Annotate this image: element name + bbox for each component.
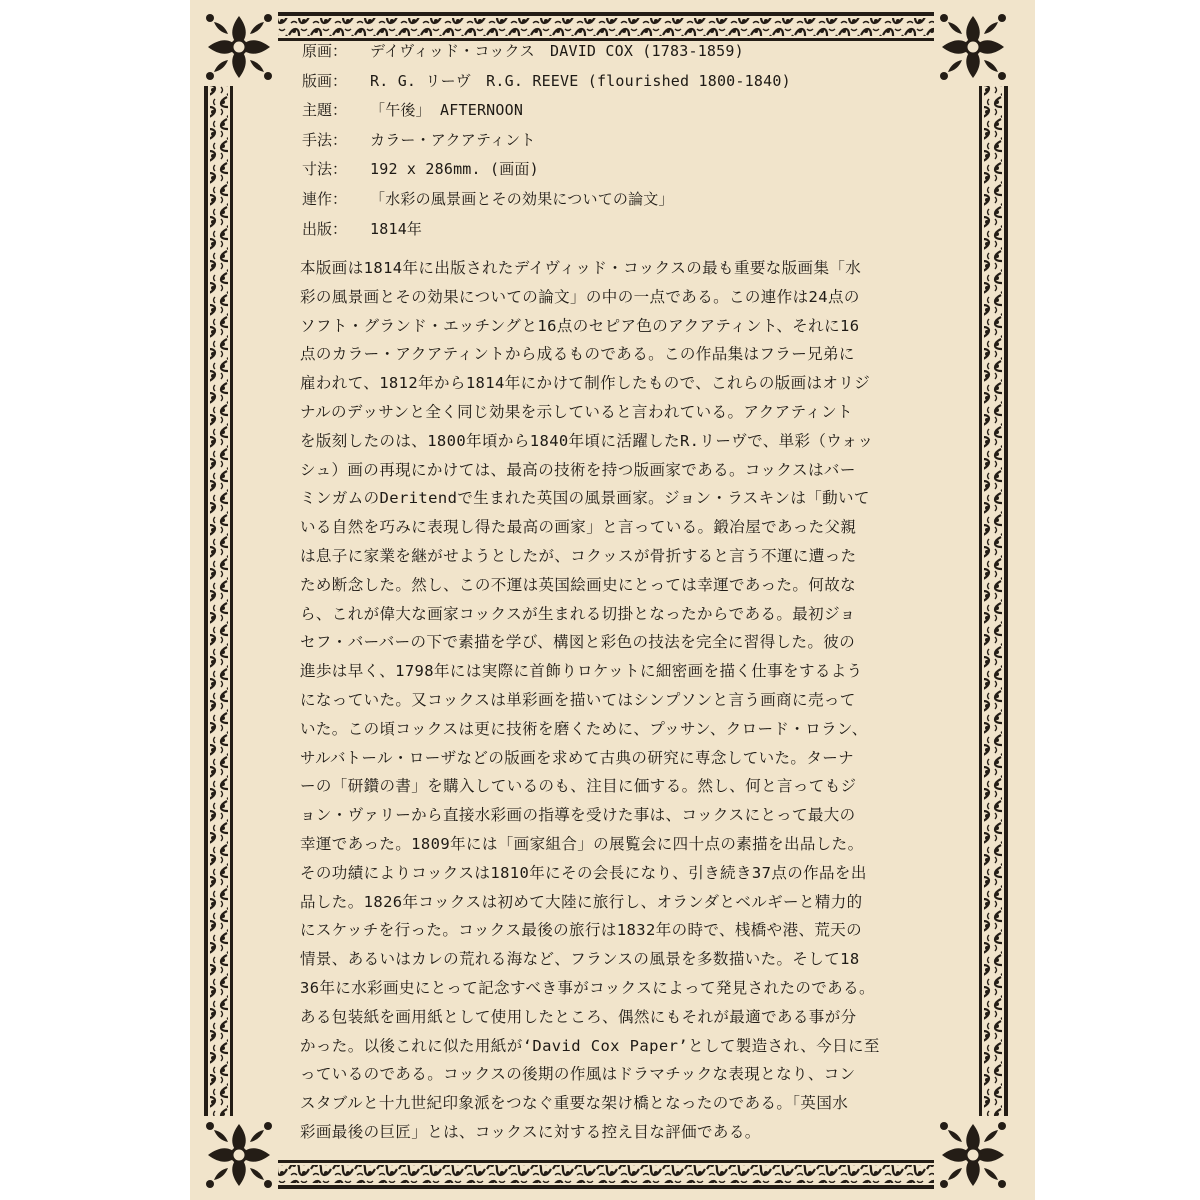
detail-value: デイヴィッド・コックス DAVID COX (1783-1859) xyxy=(370,42,744,60)
body-line: スタブルと十九世紀印象派をつなぐ重要な架け橋となったのである。「英国水 xyxy=(300,1094,849,1113)
body-line: にスケッチを行った。コックス最後の旅行は1832年の時で、桟橋や港、荒天の xyxy=(300,921,863,940)
body-line: ら、これが偉大な画家コックスが生まれる切掛となったからである。最初ジョ xyxy=(300,604,856,623)
body-line: ある包装紙を画用紙として使用したところ、偶然にもそれが最適である事が分 xyxy=(300,1007,857,1026)
body-line: っているのである。コックスの後期の作風はドラマチックな表現となり、コン xyxy=(300,1065,856,1084)
detail-value: R. G. リーヴ R.G. REEVE (flourished 1800-1840) xyxy=(370,71,791,90)
body-line: いる自然を巧みに表現し得た最高の画家」と言っている。鍛冶屋であった父親 xyxy=(300,518,857,537)
fleur-de-lis-corner-icon xyxy=(934,1116,1012,1194)
body-line: サルバトール・ローザなどの版画を求めて古典の研究に専念していた。ターナ xyxy=(300,748,855,767)
fleur-de-lis-corner-icon xyxy=(200,8,278,86)
body-line: 品した。1826年コックスは初めて大陸に旅行し、オランダとベルギーと精力的 xyxy=(300,892,863,911)
body-line: 点のカラー・アクアティントから成るものである。この作品集はフラー兄弟に xyxy=(300,345,855,364)
body-line: ため断念した。然し、この不運は英国絵画史にとっては幸運であった。何故な xyxy=(300,575,857,594)
body-line: 情景、あるいはカレの荒れる海など、フランスの風景を多数描いた。そして18 xyxy=(300,950,860,969)
detail-label: 手法： xyxy=(302,130,348,149)
detail-row-technique xyxy=(302,129,962,159)
detail-label: 連作： xyxy=(302,189,348,208)
body-line: いた。この頃コックスは更に技術を磨くために、プッサン、クロード・ロラン、 xyxy=(300,719,868,738)
body-line: ョン・ヴァリーから直接水彩画の指導を受けた事は、コックスにとって最大の xyxy=(300,806,856,825)
body-line: かった。以後これに似た用紙が‘David Cox Paper’として製造され、今日に至 xyxy=(300,1036,880,1055)
detail-value: カラー・アクアティント xyxy=(370,130,536,149)
artwork-details xyxy=(302,40,962,247)
body-line: は息子に家業を継がせようとしたが、コクッスが骨折すると言う不運に遭った xyxy=(300,546,857,565)
body-line: 36年に水彩画史にとって記念すべき事がコックスによって発見されたのである。 xyxy=(300,978,875,997)
body-line: 雇われて、1812年から1814年にかけて制作したもので、これらの版画はオリジ xyxy=(300,374,871,393)
detail-row-original xyxy=(302,40,962,70)
detail-label: 主題： xyxy=(302,101,348,120)
body-line: ナルのデッサンと全く同じ効果を示していると言われている。アクアティント xyxy=(300,402,853,421)
body-line: を版刻したのは、1800年頃から1840年頃に活躍したR.リーヴで、単彩（ウォッ xyxy=(300,431,874,450)
detail-row-published xyxy=(302,218,962,248)
detail-row-subject xyxy=(302,99,962,129)
detail-row-series xyxy=(302,188,962,218)
body-line: シュ）画の再現にかけては、最高の技術を持つ版画家である。コックスはバー xyxy=(300,460,856,479)
description-body xyxy=(300,254,942,1147)
detail-value: 1814年 xyxy=(370,219,423,238)
fleur-de-lis-corner-icon xyxy=(200,1116,278,1194)
detail-label: 原画： xyxy=(302,42,348,60)
detail-label: 寸法： xyxy=(302,160,348,179)
detail-label: 版画： xyxy=(302,71,348,90)
body-line: 彩画最後の巨匠」とは、コックスに対する控え目な評価である。 xyxy=(300,1122,761,1141)
detail-row-dimensions xyxy=(302,158,962,188)
detail-row-engraver xyxy=(302,70,962,100)
body-line: セフ・バーバーの下で素描を学び、構図と彩色の技法を完全に習得した。彼の xyxy=(300,633,856,652)
body-line: ミンガムのDeritendで生まれた英国の風景画家。ジョン・ラスキンは「動いて xyxy=(300,489,870,508)
detail-value: 192 x 286mm. (画面) xyxy=(370,160,539,179)
detail-value: 「水彩の風景画とその効果についての論文」 xyxy=(370,189,674,208)
body-line: 進歩は早く、1798年には実際に首飾りロケットに細密画を描く仕事をするよう xyxy=(300,662,863,681)
body-line: 彩の風景画とその効果についての論文」の中の一点である。この連作は24点の xyxy=(300,287,860,306)
body-line: 幸運であった。1809年には「画家組合」の展覧会に四十点の素描を出品した。 xyxy=(300,834,864,853)
body-line: になっていた。又コックスは単彩画を描いてはシンプソンと言う画商に売って xyxy=(300,690,856,709)
detail-label: 出版： xyxy=(302,219,348,238)
body-line: ソフト・グランド・エッチングと16点のセピア色のアクアティント、それに16 xyxy=(300,316,860,335)
body-line: 本版画は1814年に出版されたデイヴィッド・コックスの最も重要な版画集「水 xyxy=(300,259,862,277)
body-line: ーの「研鑽の書」を購入しているのも、注目に価する。然し、何と言ってもジ xyxy=(300,777,857,796)
body-line: その功績によりコックスは1810年にその会長になり、引き続き37点の作品を出 xyxy=(300,863,867,882)
detail-value: 「午後」 AFTERNOON xyxy=(370,101,524,120)
